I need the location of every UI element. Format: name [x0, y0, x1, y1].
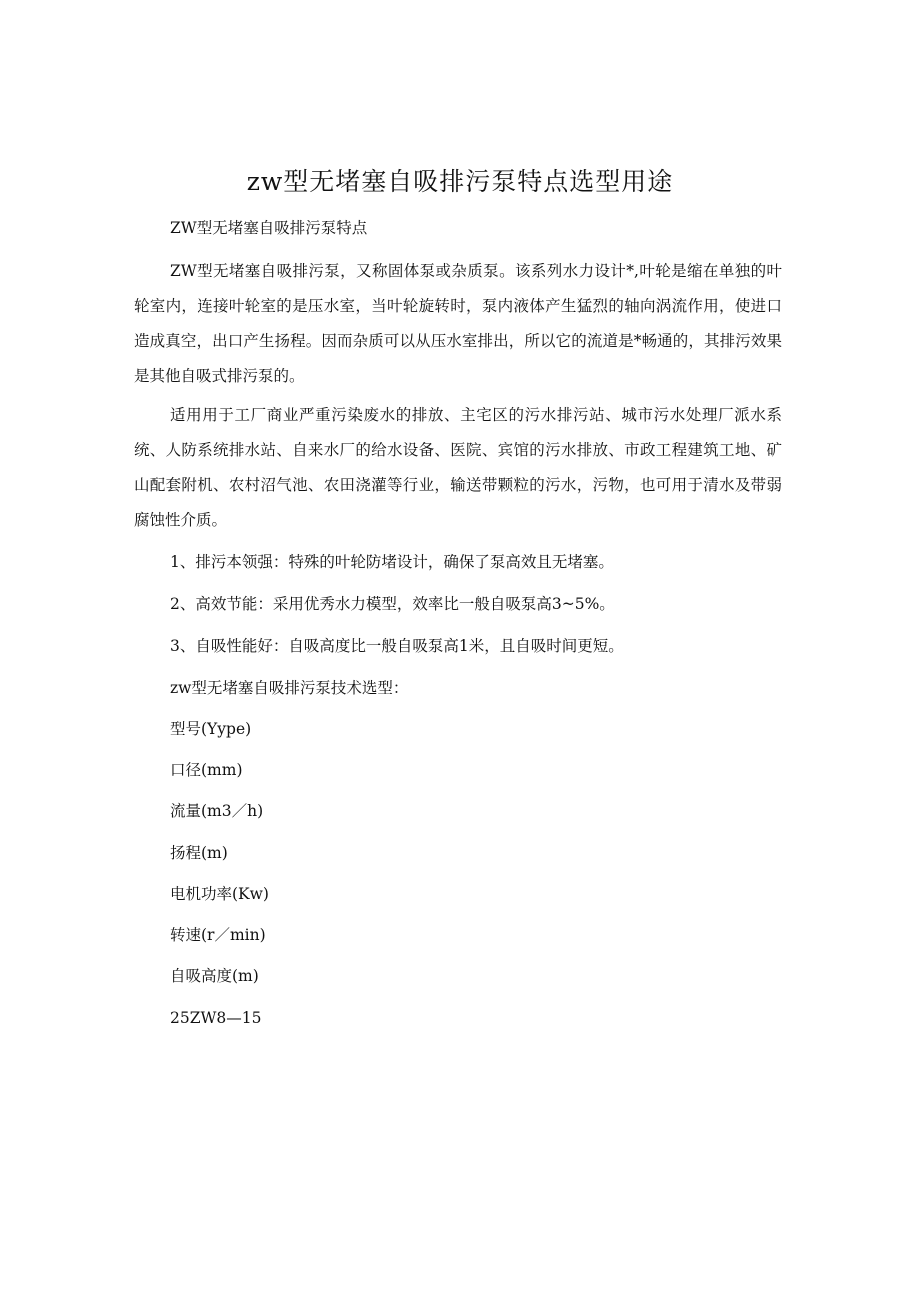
feature-item: 3、自吸性能好：自吸高度比一般自吸泵高1米，且自吸时间更短。: [170, 637, 624, 655]
feature-item: 2、高效节能：采用优秀水力模型，效率比一般自吸泵高3~5%。: [170, 595, 615, 613]
spec-field: 转速(r／min): [170, 926, 266, 944]
document-title: zw型无堵塞自吸排污泵特点选型用途: [246, 167, 674, 196]
spec-field: 型号(Yype): [170, 720, 252, 738]
intro-paragraph: ZW型无堵塞自吸排污泵，又称固体泵或杂质泵。该系列水力设计*,叶轮是缩在单独的叶轮室内，连接叶轮室的是压水室，当叶轮旋转时，泵内液体产生猛烈的轴向涡流作用，使进口造成真空，出口产生扬程。因而杂质可以从压水室排出，所以它的流道是*畅通的，其排污效果是其他自吸式排污泵的。: [134, 262, 782, 385]
spec-field: 口径(mm): [170, 761, 243, 779]
spec-field: 自吸高度(m): [170, 967, 259, 985]
model-number: 25ZW8—15: [170, 1009, 262, 1027]
spec-field: 扬程(m): [170, 844, 228, 862]
feature-item: 1、排污本领强：特殊的叶轮防堵设计，确保了泵高效且无堵塞。: [170, 553, 614, 571]
application-paragraph: 适用用于工厂商业严重污染废水的排放、主宅区的污水排污站、城市污水处理厂派水系统、人防系统排水站、自来水厂的给水设备、医院、宾馆的污水排放、市政工程建筑工地、矿山配套附机、农村沼气池、农田浇灌等行业，输送带颗粒的污水，污物，也可用于清水及带弱腐蚀性介质。: [134, 406, 782, 529]
section-heading: ZW型无堵塞自吸排污泵特点: [170, 219, 368, 237]
spec-field: 电机功率(Kw): [170, 885, 269, 903]
selection-heading: zw型无堵塞自吸排污泵技术选型：: [170, 679, 409, 697]
spec-field: 流量(m3／h): [170, 802, 264, 820]
